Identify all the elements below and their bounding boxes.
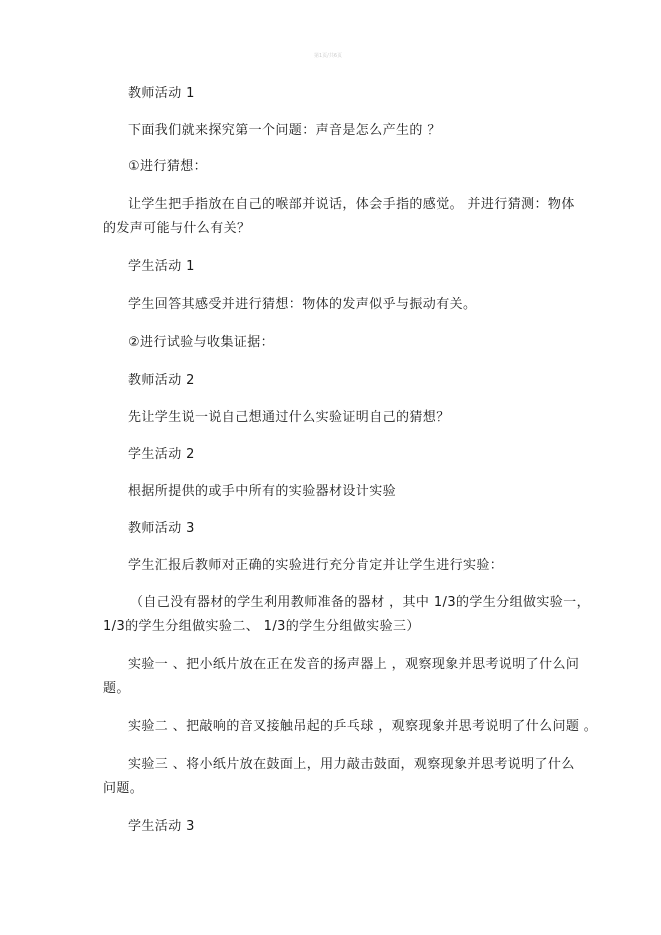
step-experiment: ②进行试验与收集证据： — [128, 335, 275, 350]
page-watermark: 第1页/共6页 — [314, 53, 343, 59]
heading-teacher-activity-1: 教师活动 1 — [128, 86, 195, 101]
heading-student-activity-2: 学生活动 2 — [128, 447, 195, 462]
paragraph-instruction-line-2: 的发声可能与什么有关？ — [103, 221, 251, 236]
paragraph-question: 下面我们就来探究第一个问题：声音是怎么产生的 ？ — [128, 123, 441, 138]
paragraph-student-answer: 学生回答其感受并进行猜想：物体的发声似乎与振动有关。 — [128, 297, 477, 312]
paragraph-teacher-question: 先让学生说一说自己想通过什么实验证明自己的猜想？ — [128, 410, 450, 425]
heading-student-activity-1: 学生活动 1 — [128, 259, 195, 274]
experiment-1-line-2: 题。 — [103, 681, 130, 696]
step-hypothesis: ①进行猜想： — [128, 159, 208, 174]
paragraph-design-experiment: 根据所提供的或手中所有的实验器材设计实验 — [128, 484, 397, 499]
heading-teacher-activity-3: 教师活动 3 — [128, 521, 195, 536]
paragraph-group-note-line-2: 1/3的学生分组做实验二、 1/3的学生分组做实验三） — [103, 619, 420, 634]
paragraph-group-note-line-1: （自己没有器材的学生利用教师准备的器材 ，其中 1/3的学生分组做实验一， — [130, 595, 590, 610]
paragraph-instruction-line-1: 让学生把手指放在自己的喉部并说话，体会手指的感觉。 并进行猜测：物体 — [128, 197, 575, 212]
heading-teacher-activity-2: 教师活动 2 — [128, 373, 195, 388]
experiment-2: 实验二 、把敲响的音叉接触吊起的乒乓球 ，观察现象并思考说明了什么问题 。 — [128, 719, 598, 734]
experiment-3-line-1: 实验三 、将小纸片放在鼓面上，用力敲击鼓面，观察现象并思考说明了什么 — [128, 757, 575, 772]
heading-student-activity-3: 学生活动 3 — [128, 819, 195, 834]
paragraph-report: 学生汇报后教师对正确的实验进行充分肯定并让学生进行实验： — [128, 558, 504, 573]
experiment-1-line-1: 实验一 、把小纸片放在正在发音的扬声器上 ，观察现象并思考说明了什么问 — [128, 657, 580, 672]
experiment-3-line-2: 问题。 — [103, 781, 144, 796]
